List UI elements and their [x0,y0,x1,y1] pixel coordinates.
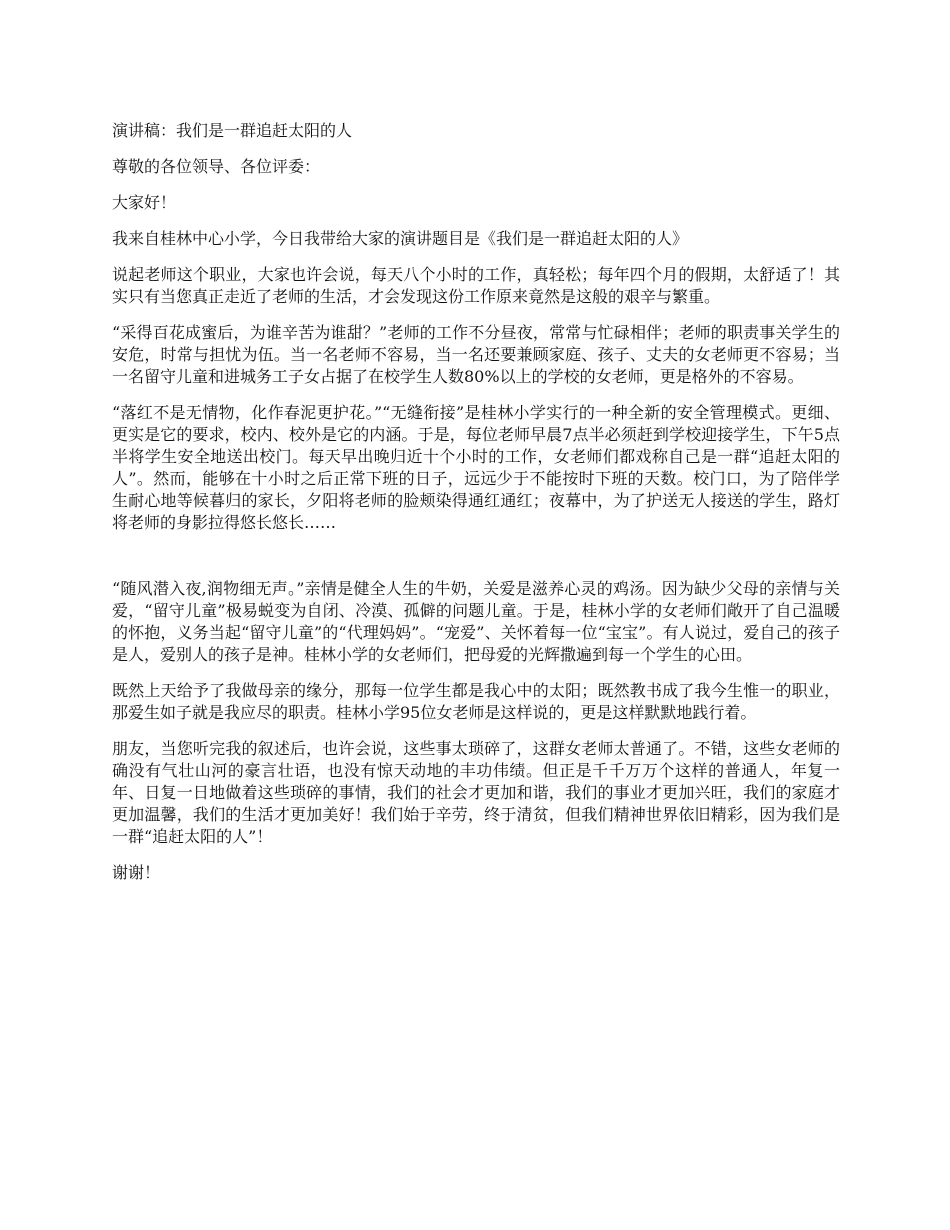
paragraph-job-intro: 说起老师这个职业，大家也许会说，每天八个小时的工作，真轻松；每年四个月的假期，太舒适了！其实只有当您真正走近了老师的生活，才会发现这份工作原来竟然是这般的艰辛与繁重。 [112,265,840,306]
greeting: 大家好！ [112,193,177,212]
paragraph-hard-work: “采得百花成蜜后，为谁辛苦为谁甜？”老师的工作不分昼夜，常常与忙碌相伴；老师的职责事关学生的安危，时常与担忧为伍。当一名老师不容易，当一名还要兼顾家庭、孩子、丈夫的女老师更不容易；当一名留守儿童和进城务工子女占据了在校学生人数80%以上的学校的女老师，更是格外的不容易。 [112,323,840,386]
closing-thanks: 谢谢！ [112,863,161,882]
salutation: 尊敬的各位领导、各位评委： [112,157,321,176]
paragraph-safety-mode: “落红不是无情物，化作春泥更护花。”“无缝衔接”是桂林小学实行的一种全新的安全管理模式。更细、更实是它的要求，校内、校外是它的内涵。于是，每位老师早晨7点半必须赶到学校迎接学生，下午5点半将学生安全地送出校门。每天早出晚归近十个小时的工作，女老师们都戏称自己是一群“追赶太阳的人”。然而，能够在十小时之后正常下班的日子，远远少于不能按时下班的天数。校门口，为了陪伴学生耐心地等候暮归的家长，夕阳将老师的脸颊染得通红通红；夜幕中，为了护送无人接送的学生，路灯将老师的身影拉得悠长悠长…… [112,403,840,532]
paragraph-duty: 既然上天给予了我做母亲的缘分，那每一位学生都是我心中的太阳；既然教书成了我今生惟一的职业，那爱生如子就是我应尽的职责。桂林小学95位女老师是这样说的，更是这样默默地践行着。 [112,681,840,722]
section-spacer [112,548,840,578]
intro-paragraph: 我来自桂林中心小学，今日我带给大家的演讲题目是《我们是一群追赶太阳的人》 [112,229,689,248]
document-body [112,120,840,898]
paragraph-ordinary-people: 朋友，当您听完我的叙述后，也许会说，这些事太琐碎了，这群女老师太普通了。不错，这些女老师的确没有气壮山河的豪言壮语，也没有惊天动地的丰功伟绩。但正是千千万万个这样的普通人，年复一年、日复一日地做着这些琐碎的事情，我们的社会才更加和谐，我们的事业才更加兴旺，我们的家庭才更加温馨，我们的生活才更加美好！我们始于辛劳，终于清贫，但我们精神世界依旧精彩，因为我们是一群“追赶太阳的人”！ [112,739,840,846]
paragraph-care: “随风潜入夜,润物细无声。”亲情是健全人生的牛奶，关爱是滋养心灵的鸡汤。因为缺少父母的亲情与关爱，“留守儿童”极易蜕变为自闭、冷漠、孤僻的问题儿童。于是，桂林小学的女老师们敞开了自己温暖的怀抱，义务当起“留守儿童”的“代理妈妈”。“宠爱”、关怀着每一位“宝宝”。有人说过，爱自己的孩子是人，爱别人的孩子是神。桂林小学的女老师们，把母爱的光辉撒遍到每一个学生的心田。 [112,579,840,664]
document-title: 演讲稿：我们是一群追赶太阳的人 [112,121,353,140]
